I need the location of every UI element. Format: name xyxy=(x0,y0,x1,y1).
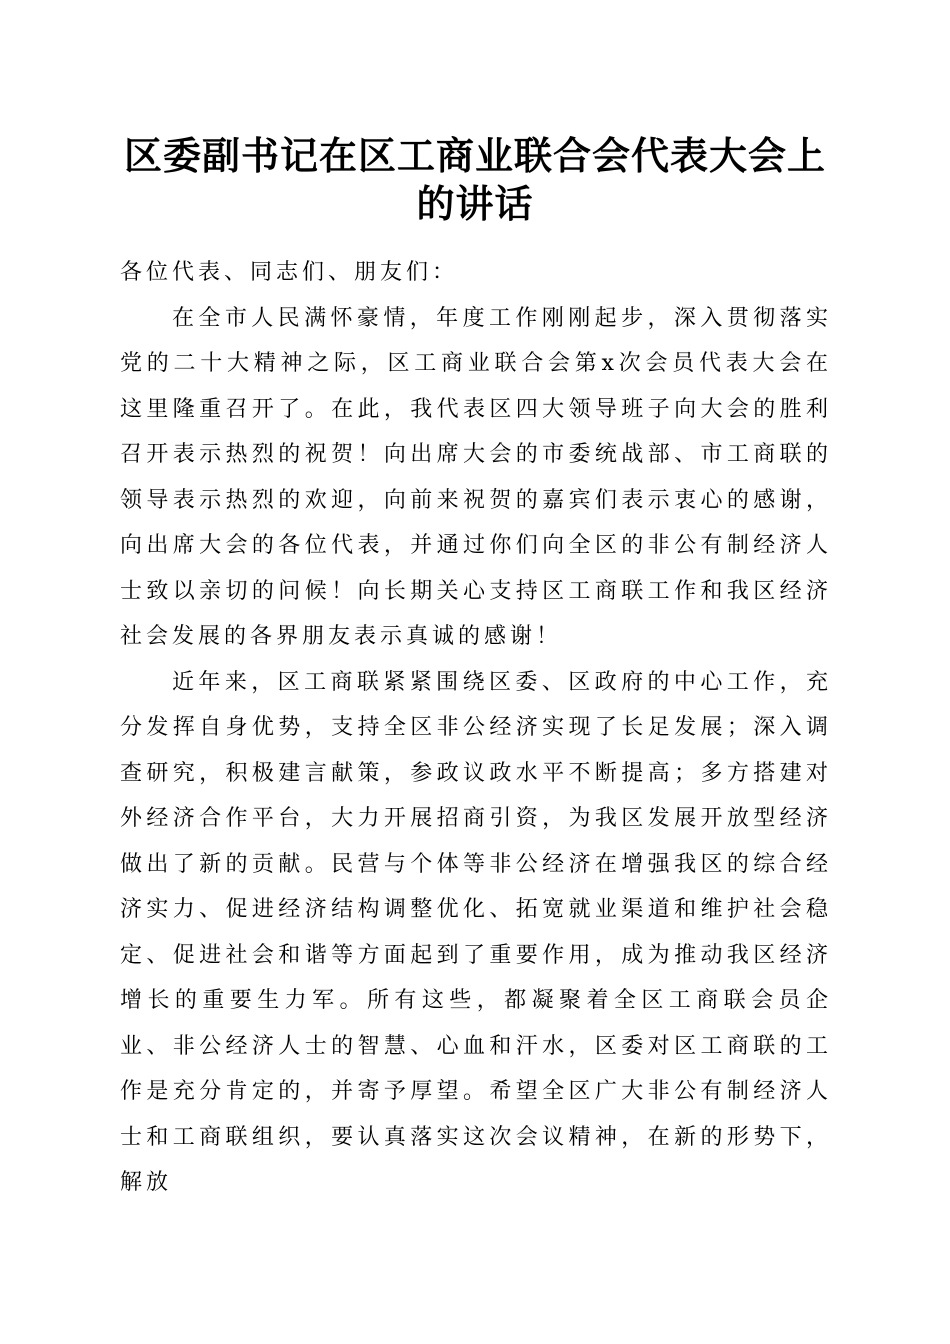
paragraph: 近年来，区工商联紧紧围绕区委、区政府的中心工作，充分发挥自身优势，支持全区非公经济实现了长足发展；深入调查研究，积极建言献策，参政议政水平不断提高；多方搭建对外经济合作平台，大力开展招商引资，为我区发展开放型经济做出了新的贡献。民营与个体等非公经济在增强我区的综合经济实力、促进经济结构调整优化、拓宽就业渠道和维护社会稳定、促进社会和谐等方面起到了重要作用，成为推动我区经济增长的重要生力军。所有这些，都凝聚着全区工商联会员企业、非公经济人士的智慧、心血和汗水，区委对区工商联的工作是充分肯定的，并寄予厚望。希望全区广大非公有制经济人士和工商联组织，要认真落实这次会议精神，在新的形势下，解放 xyxy=(120,669,832,1195)
paragraph: 在全市人民满怀豪情，年度工作刚刚起步，深入贯彻落实党的二十大精神之际，区工商业联合会第x次会员代表大会在这里隆重召开了。在此，我代表区四大领导班子向大会的胜利召开表示热烈的祝贺！向出席大会的市委统战部、市工商联的领导表示热烈的欢迎，向前来祝贺的嘉宾们表示衷心的感谢，向出席大会的各位代表，并通过你们向全区的非公有制经济人士致以亲切的问候！向长期关心支持区工商联工作和我区经济社会发展的各界朋友表示真诚的感谢！ xyxy=(120,305,832,649)
document-body xyxy=(120,250,832,1206)
salutation: 各位代表、同志们、朋友们： xyxy=(120,260,459,285)
document-title: 区委副书记在区工商业联合会代表大会上的讲话 xyxy=(123,133,826,226)
